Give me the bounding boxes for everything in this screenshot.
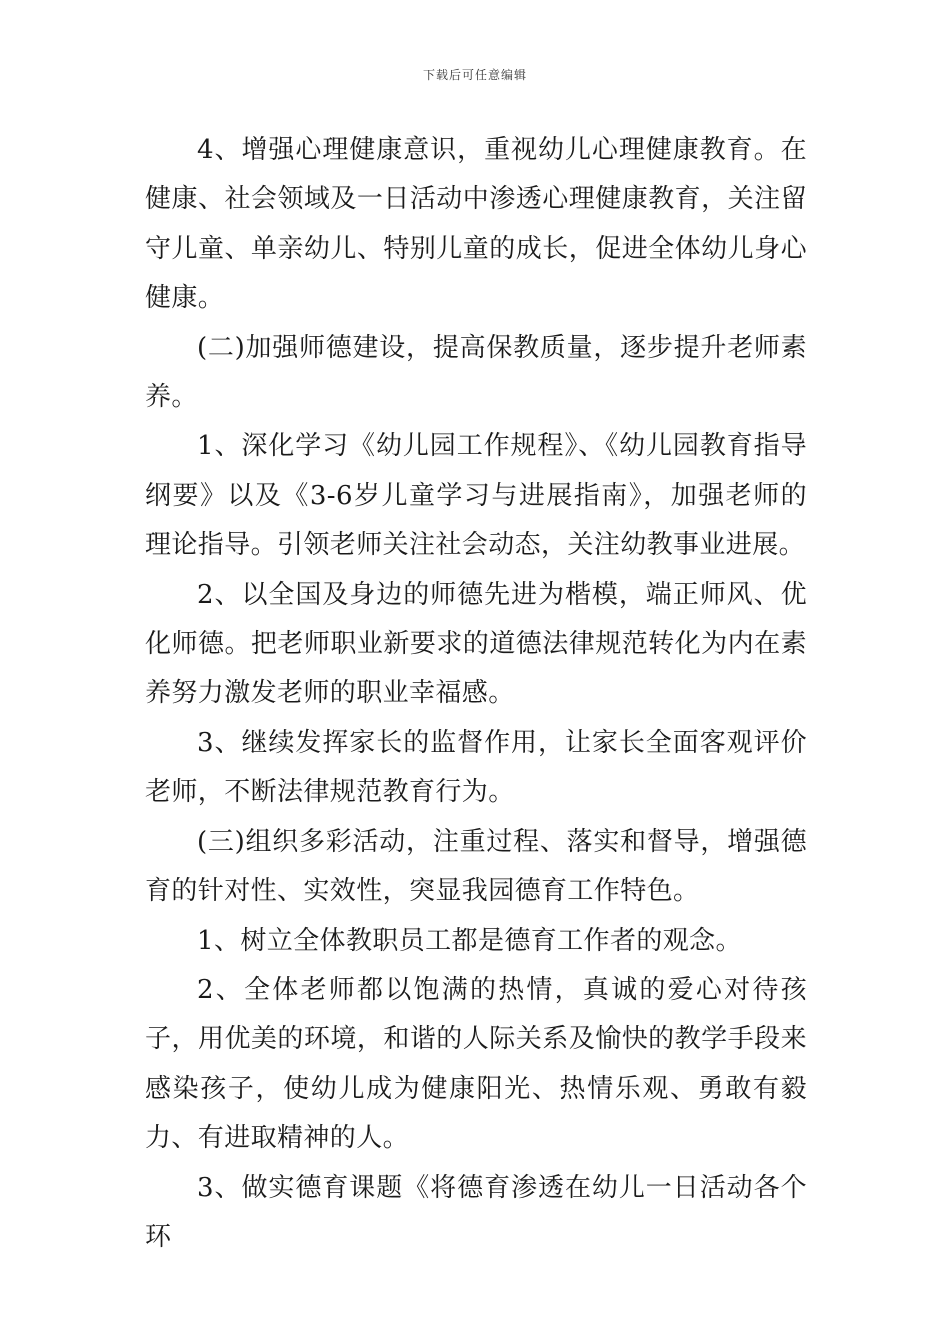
paragraph-mental-health: 4、增强心理健康意识，重视幼儿心理健康教育。在健康、社会领域及一日活动中渗透心理健康教育，关注留守儿童、单亲幼儿、特别儿童的成长，促进全体幼儿身心健康。 [145, 135, 807, 314]
section-heading-activities: (三)组织多彩活动，注重过程、落实和督导，增强德育的针对性、实效性，突显我园德育工作特色。 [145, 826, 807, 907]
page-header-note: 下载后可任意编辑 [422, 68, 527, 82]
paragraph-parent-supervision: 3、继续发挥家长的监督作用，让家长全面客观评价老师，不断法律规范教育行为。 [145, 727, 807, 808]
paragraph-research-topic: 3、做实德育课题《将德育渗透在幼儿一日活动各个环 [145, 1172, 807, 1252]
paragraph-moral-educators: 1、树立全体教职员工都是德育工作者的观念。 [197, 925, 742, 956]
document-body [145, 126, 807, 1262]
section-heading-teacher-ethics: (二)加强师德建设，提高保教质量，逐步提升老师素养。 [145, 332, 807, 413]
paragraph-teacher-enthusiasm: 2、全体老师都以饱满的热情，真诚的爱心对待孩子，用优美的环境，和谐的人际关系及愉快的教学手段来感染孩子，使幼儿成为健康阳光、热情乐观、勇敢有毅力、有进取精神的人。 [145, 974, 807, 1154]
paragraph-study-regulations: 1、深化学习《幼儿园工作规程》、《幼儿园教育指导纲要》以及《3-6岁儿童学习与进展指南》，加强老师的理论指导。引领老师关注社会动态，关注幼教事业进展。 [145, 431, 807, 561]
paragraph-role-models: 2、以全国及身边的师德先进为楷模，端正师风、优化师德。把老师职业新要求的道德法律规范转化为内在素养努力激发老师的职业幸福感。 [145, 579, 807, 709]
